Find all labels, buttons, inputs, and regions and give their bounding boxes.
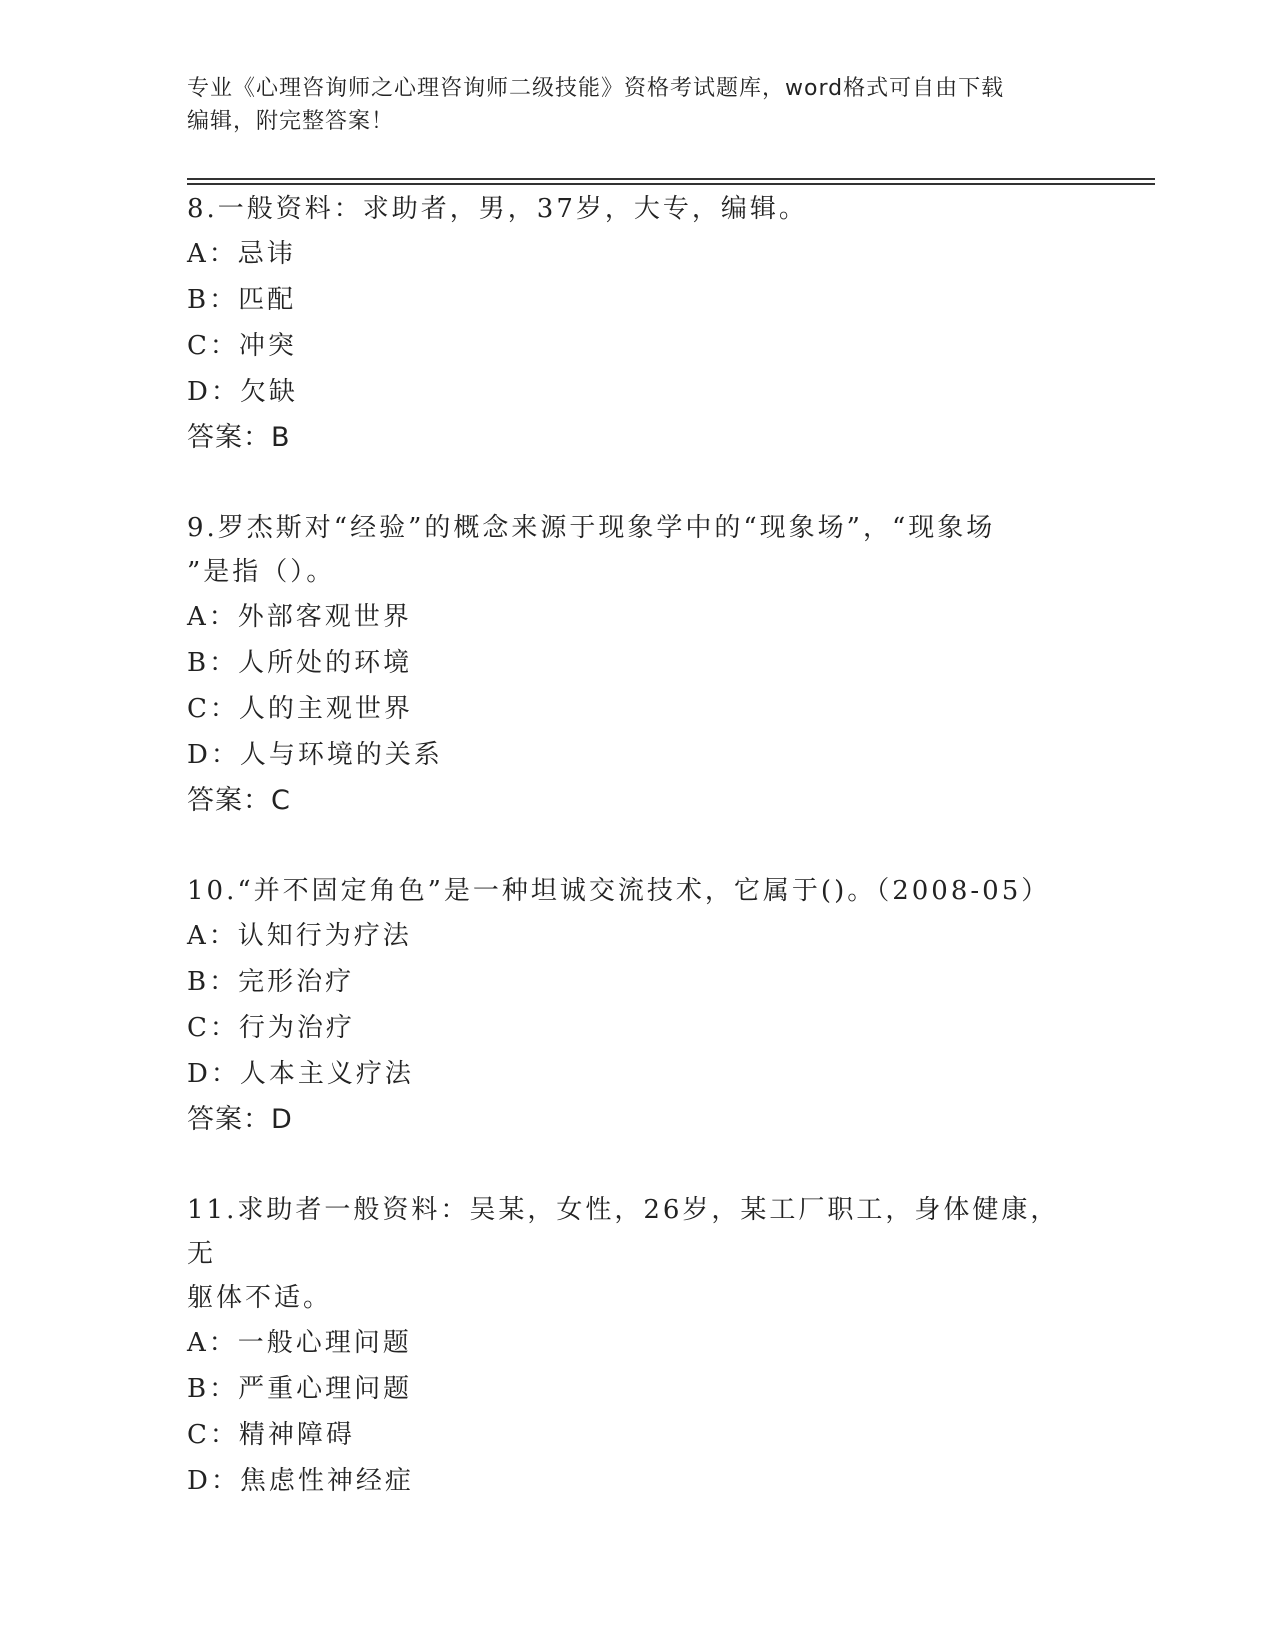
- option-b: B：人所处的环境: [187, 648, 413, 678]
- option-d: D：人本主义疗法: [187, 1059, 414, 1089]
- answer-label: 答案：D: [187, 1104, 293, 1135]
- question-stem-continued: 躯体不适。: [187, 1283, 333, 1313]
- question-11: [187, 1188, 1087, 1504]
- option-a: A：外部客观世界: [187, 602, 412, 632]
- question-10: [187, 869, 1087, 1143]
- question-stem-continued: ”是指（）。: [187, 557, 336, 587]
- option-d: D：人与环境的关系: [187, 740, 443, 770]
- option-c: C：冲突: [187, 331, 297, 361]
- question-stem: 9.罗杰斯对“经验”的概念来源于现象学中的“现象场”，“现象场: [187, 513, 996, 543]
- option-c: C：精神障碍: [187, 1420, 355, 1450]
- question-list: [187, 187, 1087, 1549]
- answer-label: 答案：B: [187, 422, 291, 453]
- option-b: B：匹配: [187, 285, 297, 315]
- document-header: [187, 72, 1077, 138]
- header-line-2: 编辑，附完整答案！: [187, 109, 395, 134]
- option-c: C：行为治疗: [187, 1013, 355, 1043]
- option-b: B：完形治疗: [187, 967, 355, 997]
- option-b: B：严重心理问题: [187, 1374, 413, 1404]
- question-stem: 10.“并不固定角色”是一种坦诚交流技术，它属于()。（2008-05）: [187, 876, 1051, 906]
- question-stem: 8.一般资料：求助者，男，37岁，大专，编辑。: [187, 194, 808, 224]
- question-stem: 11.求助者一般资料：吴某，女性，26岁，某工厂职工，身体健康，无: [187, 1195, 1060, 1269]
- option-a: A：认知行为疗法: [187, 921, 412, 951]
- header-divider-top: [187, 178, 1155, 180]
- answer-label: 答案：C: [187, 785, 291, 816]
- option-d: D：欠缺: [187, 377, 298, 407]
- option-d: D：焦虑性神经症: [187, 1466, 414, 1496]
- option-c: C：人的主观世界: [187, 694, 413, 724]
- header-line-1: 专业《心理咨询师之心理咨询师二级技能》资格考试题库，word格式可自由下载: [187, 76, 1005, 101]
- question-9: [187, 506, 1087, 824]
- option-a: A：忌讳: [187, 239, 296, 269]
- question-8: [187, 187, 1087, 461]
- option-a: A：一般心理问题: [187, 1328, 412, 1358]
- header-divider-bottom: [187, 183, 1155, 185]
